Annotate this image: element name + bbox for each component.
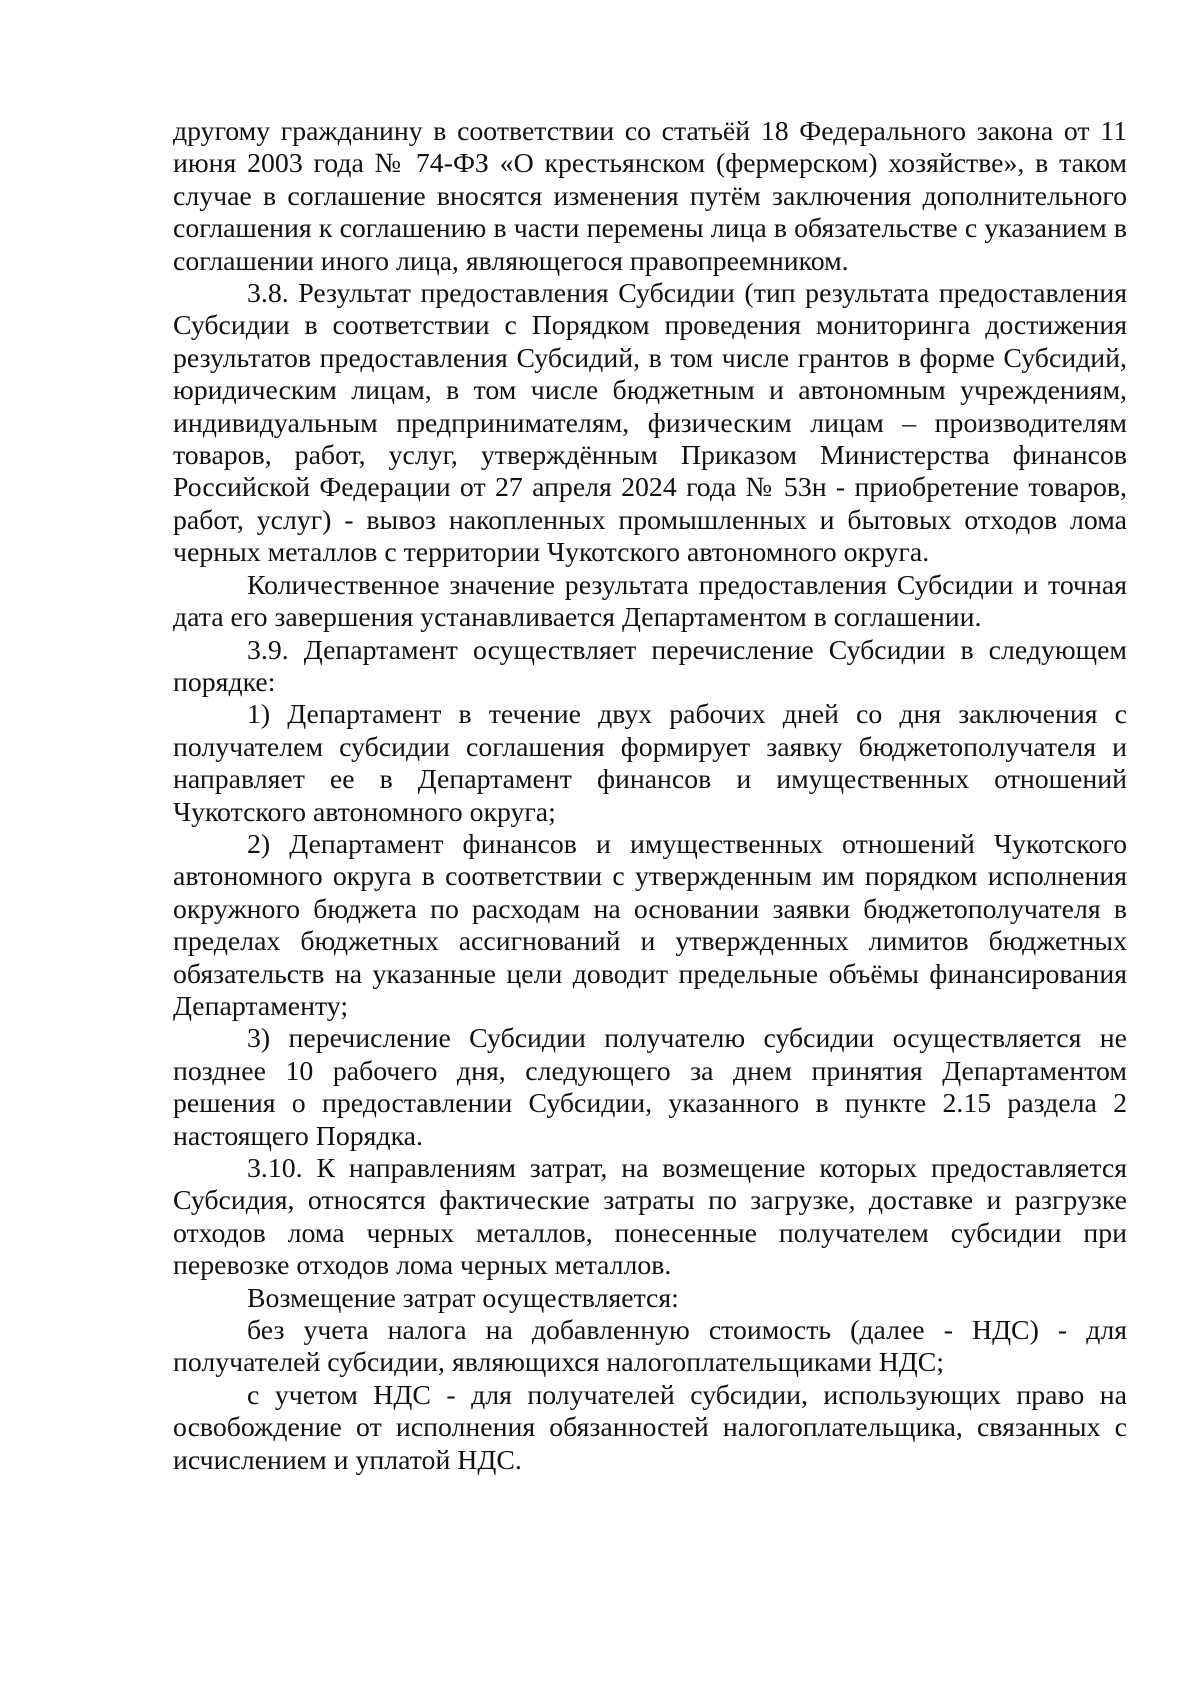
paragraph-3-9: 3.9. Департамент осуществляет перечисление Субсидии в следующем порядке:: [173, 634, 1127, 698]
paragraph-with-vat: с учетом НДС - для получателей субсидии, использующих право на освобождение от исполнения обязанностей налогоплательщика, связанных с исчислением и уплатой НДС.: [173, 1379, 1127, 1476]
paragraph-quantitative-value: Количественное значение результата предоставления Субсидии и точная дата его завершения устанавливается Департаментом в соглашении.: [173, 569, 1127, 634]
paragraph-3-9-item-1: 1) Департамент в течение двух рабочих дней со дня заключения с получателем субсидии соглашения формирует заявку бюджетополучателя и направляет ее в Департамент финансов и имущественных отношений Чукотского автономного округа;: [173, 699, 1127, 828]
paragraph-3-10: 3.10. К направлениям затрат, на возмещение которых предоставляется Субсидия, относятся фактические затраты по загрузке, доставке и разгрузке отходов лома черных металлов, понесенные получателем субсидии при перевозке отходов лома черных металлов.: [173, 1153, 1127, 1282]
paragraph-3-8: 3.8. Результат предоставления Субсидии (тип результата предоставления Субсидии в соответствии с Порядком проведения мониторинга достижения результатов предоставления Субсидий, в том числе грантов в форме Субсидий, юридическим лицам, в том числе бюджетным и автономным учреждениям, индивидуальным предпринимателям, физическим лицам – производителям товаров, работ, услуг, утверждённым Приказом Министерства финансов Российской Федерации от 27 апреля 2024 года № 53н - приобретение товаров, работ, услуг) - вывоз накопленных промышленных и бытовых отходов лома черных металлов с территории Чукотского автономного округа.: [173, 278, 1127, 569]
paragraph-3-9-item-3: 3) перечисление Субсидии получателю субсидии осуществляется не позднее 10 рабочего дня, следующего за днем принятия Департаментом решения о предоставлении Субсидии, указанного в пункте 2.15 раздела 2 настоящего Порядка.: [173, 1023, 1127, 1152]
paragraph-3-9-item-2: 2) Департамент финансов и имущественных отношений Чукотского автономного округа в соответствии с утвержденным им порядком исполнения окружного бюджета по расходам на основании заявки бюджетополучателя в пределах бюджетных ассигнований и утвержденных лимитов бюджетных обязательств на указанные цели доводит предельные объёмы финансирования Департаменту;: [173, 828, 1127, 1022]
document-body: [173, 116, 1127, 1477]
paragraph-cost-reimbursement: Возмещение затрат осуществляется:: [247, 1282, 679, 1314]
paragraph-continuation: другому гражданину в соответствии со статьёй 18 Федерального закона от 11 июня 2003 года № 74-ФЗ «О крестьянском (фермерском) хозяйстве», в таком случае в соглашение вносятся изменения путём заключения дополнительного соглашения к соглашению в части перемены лица в обязательстве с указанием в соглашении иного лица, являющегося правопреемником.: [173, 116, 1127, 277]
paragraph-without-vat: без учета налога на добавленную стоимость (далее - НДС) - для получателей субсидии, являющихся налогоплательщиками НДС;: [173, 1315, 1127, 1379]
